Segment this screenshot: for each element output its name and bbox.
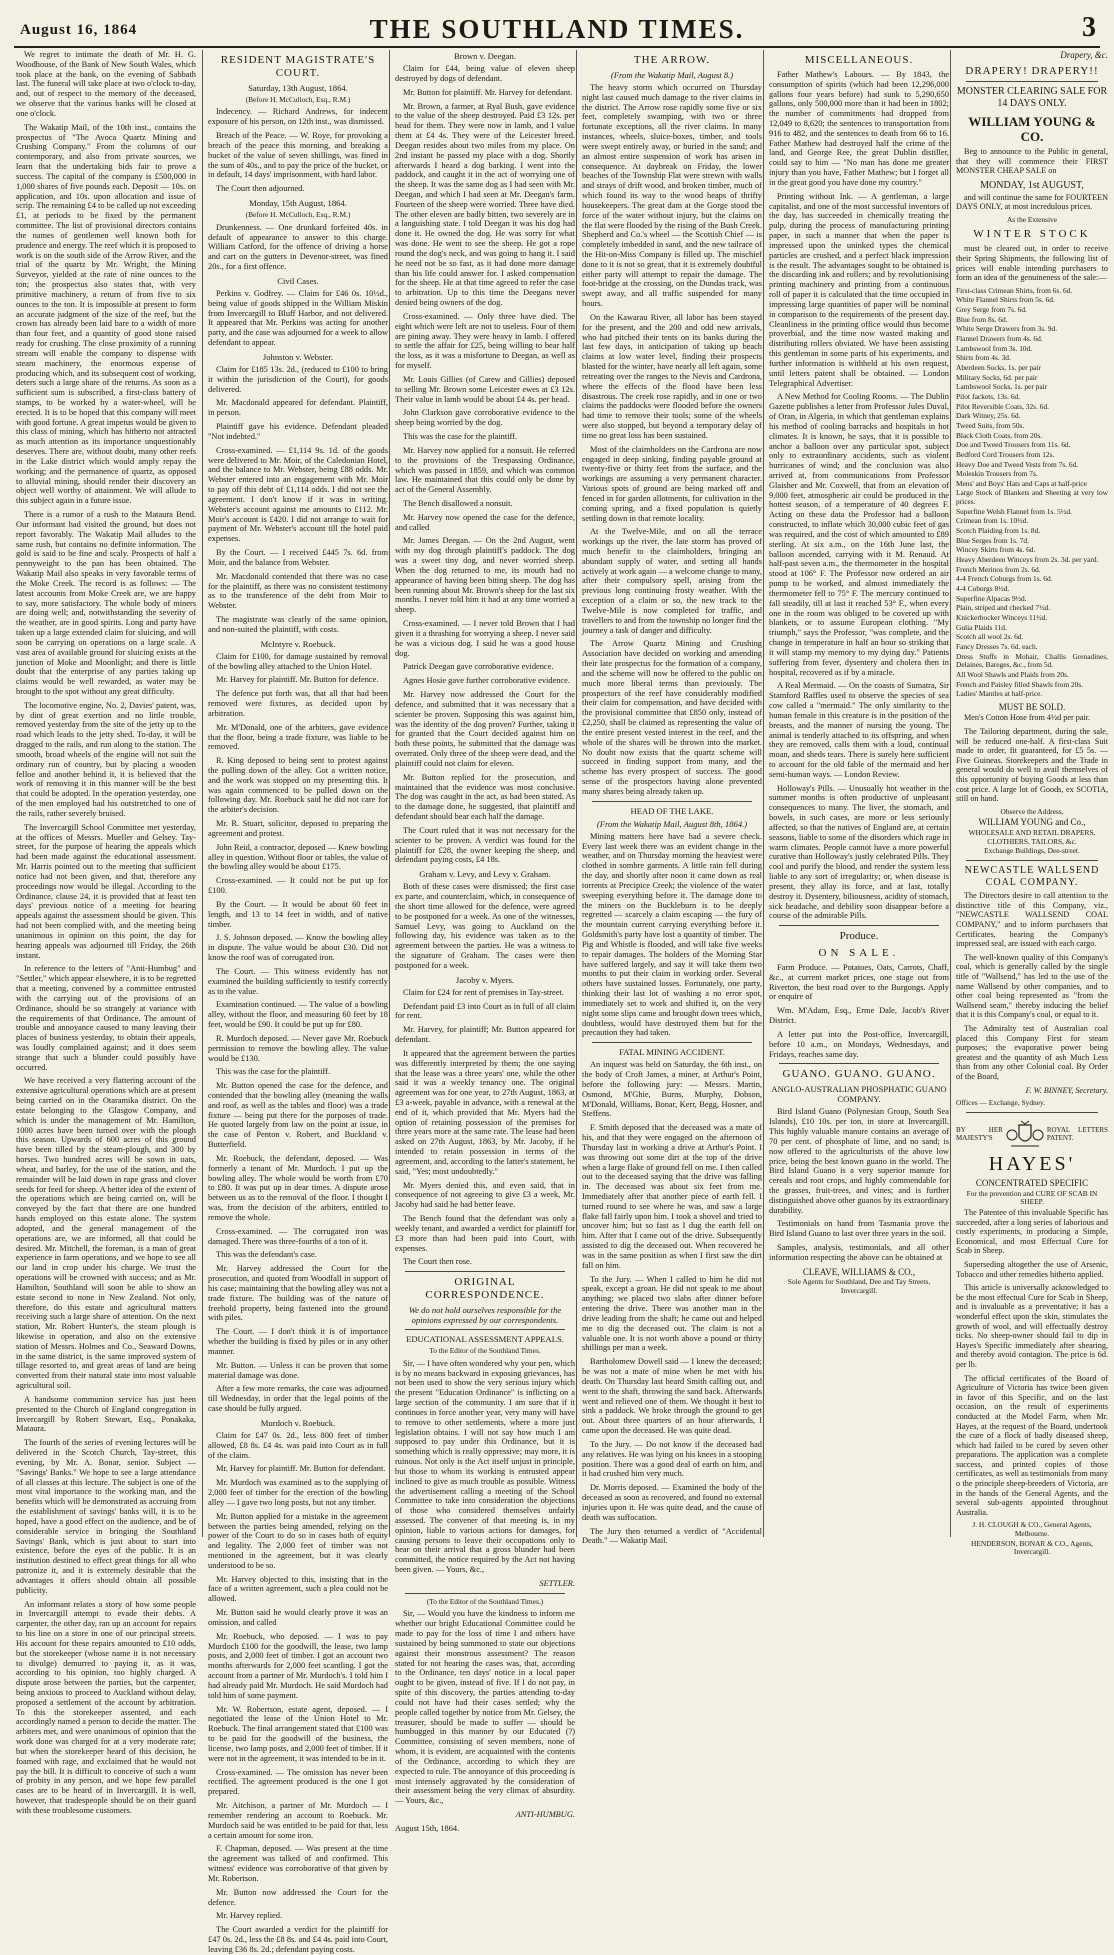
price-item: Pilot Jackets, 13s. 6d. <box>956 391 1021 401</box>
price-item: Ladies' Mantles at half-price. <box>956 689 1043 699</box>
ad-paragraph: The Directors desire to call attention to the distinctive title of this Company, viz., "NEWCASTLE WALLSEND COAL COMPANY," and to inform purchasers that Certificates, bearing the Company's impressed seal, are issued with each cargo. <box>956 891 1108 949</box>
price-item: Scotch all wool 2s. 6d. <box>956 632 1024 642</box>
court-bench: (Before H. McCulloch, Esq., R.M.) <box>245 94 351 104</box>
arrow-paragraphs <box>582 83 762 797</box>
price-item: Superfine Welsh Flannel from 1s. 5½d. <box>956 506 1072 516</box>
court-paragraph: Mr. Harvey objected to this, insisting that in the face of a written agreement, such a plea could not be allowed. <box>208 1574 388 1604</box>
ad-paragraph: The Patentee of this invaluable Specific has succeeded, after a long series of laborious and costly experiments, in producing a Simple, Economical, and most Effectual Cure for Scab in Sheep. <box>956 1208 1108 1256</box>
case-paragraphs <box>395 64 575 865</box>
news-paragraph: The heavy storm which occurred on Thursday night last caused much damage to the river claims in the district. The Arrow rose rapidly some five or six feet, completely swamping, with two or three fortunate exceptions, all the river claims. In many instances, wheels, sluice-boxes, timber, and tools were swept entirely away, or buried in the sand; and an almost entire suspension of work has arisen in consequence. At daybreak on Friday, the lower beaches of the Township Flat were strewn with walls and strays of drift wood, and broken timber, much of which found its way to the wood heaps of thrifty housekeepers. The great dam at the Gorge stood the force of the water without injury, but the claims on the flat were flooded by the rising of the Bush Creek. Shepherd and Co.'s wheel — the Scottish Chief — is completely imbedded in sand, and the new tailrace of the Hit-on-Miss Company is filled up. The mischief done to it is not so great, that it is extremely doubtful either party will attempt to repair the damage. The foot-bridge at the crossing, on the Dundas track, was swept away, and all traffic suspended for many hours. <box>582 82 762 309</box>
news-paragraph: The Wakatip Mail, of the 10th inst., contains the prospectus of "The Avoca Quartz Mining and Crushing Company." From the columns of our contemporary, and also from private sources, we learn that the undertaking bids fair to prove a success. The capital of the company is £500,000 in 1,000 shares of five pounds each. Deposit — 10s. on application, and 10s. upon allocation and issue of scrip. The remaining £4 to be called up not exceeding £1, at periods to be fixed by the permanent committee. The list of provisional directors contains the names of gentlemen well known both for prudence and energy. The reef which it is proposed to work is on the south side of the Arrow River, and the trial of the quartz by Mr. Wright, the Mining Surveyor, yielded at the rate of nine ounces to the ton; the prospectus also states that, with very primitive machinery, a return of from five to six ounces to the ton. It is impossible at present to form an accurate judgment of the size of the reef, but the crown has already been laid bare to a width of more than four feet, and a quantity of good stone raised ready for crushing. The close proximity of a running stream will enable the company to dispense with steam machinery, the enormous expense of producing which, and its subsequent cost of working, deters such a large share of the returns. As soon as a sufficient sum is subscribed, a first-class battery of stamps, to be worked by a water-wheel, will be erected. It is to be hoped that this company will meet with good fortune. A great impetus would be given to this class of mining, which has hitherto not attracted as much attention as its importance unquestionably deserves. There are, without doubt, many other reefs in the Lake district which would amply repay the working; and the permanence of quartz, as opposed to alluvial mining, should render their discovery an object well worthy of attainment. We will allude to this subject again in a future issue. <box>16 122 196 506</box>
ad-paragraph: Samples, analysis, testimonials, and all other information respecting the above can be obtained at <box>769 1243 949 1262</box>
news-paragraph: We regret to intimate the death of Mr. H. G. Woodhouse, of the Bank of New South Wales, which took place at the bank, on the evening of Sabbath last. The funeral will take place at two o'clock to-day, and, out of respect to the memory of the deceased, we observe that the various banks will be closed at one o'clock. <box>16 50 196 118</box>
case-title-brown-deegan: Brown v. Deegan. <box>454 51 516 61</box>
news-paragraph: On the Kawarau River, all labor has been stayed for the present, and the 200 and odd new arrivals, who had pitched their tents on its banks during the last few days, in anticipation of taking up beach claims at low water level, finding their prospects blasted for the winter, have nearly all left again, some retreating over the ranges to the Nevis and Cardrona, where the effects of the flood have been less disastrous. The creek rose rapidly, and in one or two claims the paddocks were flooded before the owners had time to remove their tools; some of the wheels were also stopped, but beyond a temporary delay of time no great loss has been sustained. <box>582 312 762 440</box>
court-paragraph: Mr. Button replied for the prosecution, and maintained that the evidence was most conclusive. The dog was caught in the act, as had been stated. As to the damage done, he suggested, that plaintiff and defendant should bear each half the damage. <box>395 772 575 822</box>
court-paragraph: After a few more remarks, the case was adjourned till Wednesday, in order that the legal points of the case should be fully argued. <box>208 1384 388 1414</box>
ad-paragraph: Farm Produce. — Potatoes, Oats, Carrots, Chaff, &c., at current market prices, one stage out from Riverton, the best road over to the Burgongs. Apply or enquire of <box>769 962 949 1002</box>
court-session-title: Murdoch v. Roebuck. <box>260 1417 336 1428</box>
sale-continue: and will continue the same for FOURTEEN DAYS ONLY, at most incredulous prices. <box>956 192 1108 212</box>
court-paragraph: Mr. Murdoch was examined as to the supplying of 2,000 feet of timber for the erection of the bowling alley — I gave two long posts, but not any timber. <box>208 1478 388 1507</box>
royal-crest-row <box>956 1119 1108 1149</box>
court-paragraph: John Clarkson gave corroborative evidence to the sheep being worried by the dog. <box>395 408 575 428</box>
price-item: Heavy Doe and Tweed Vests from 7s. 6d. <box>956 459 1079 469</box>
drapery-heading: DRAPERY! DRAPERY!! <box>965 64 1099 77</box>
ad-paragraph: Superseding altogether the use of Arsenic, Tobacco and other remedies hitherto applied. <box>956 1260 1108 1279</box>
issue-date: August 16, 1864 <box>20 22 138 38</box>
guano-company: ANGLO-AUSTRALIAN PHOSPHATIC GUANO COMPANY. <box>771 1084 947 1105</box>
news-paragraph: The Invercargill School Committee met yesterday, at the offices of Messrs. Mueller and Gelsey. Tay-street, for the purpose of hearing the appeals which had been made against the educational assessment. Mr. Harris pointed out to the meeting that sufficient notice had not been given, and that, therefore any proceedings now would be illegal. According to the Ordinance, clause 24, it is provided that at least ten days' previous notice of a meeting for hearing appeals against the assessment should be given. This had not been complied with, and the meeting being unanimous in opinion on this point, the day for hearing appeals was adjourned till Friday, the 26th instant. <box>16 822 196 960</box>
guano-agent-address: Sole Agents for Southland, Dee and Tay Streets, Invercargill. <box>787 1277 931 1295</box>
misc-paragraph: A New Method for Cooling Rooms. — The Dublin Gazette publishes a letter from Professor Jules Duval, of Oran, in Algeria, in which that gentleman explains his method of cooling barracks and hospitals in hot climates. It is known, he says, that it is possible to anchor a balloon over any particular spot, subject only to extraordinary accidents, such as violent hurricanes of wind; and the conclusion was also arrived at, from communications from Professor Glaisher and Mr. Coxwell, that from an elevation of 9,000 feet, atmospheric air could be produced in the hottest season, of a temperature of 40 degrees F. Acting on these data the Professor had a balloon constructed, to inflate which 30,000 cubic feet of gas was required, and the cost of which amounted to £89 sterling. At six a.m., on the 16th June last, the balloon ascended, carrying with it M. Renaud. At half-past seven a.m., the thermometer in the hospital stood at 106° F. The Professor now ordered an air pump to be worked, and almost immediately the thermometer fell to 75° F. The mercury continued to fall steadily, till at last it reached 53° F., when every one in the room was obliged to be covered up with blankets, or to assume European clothing. "My triumph," says the Professor, "was complete, and the change in temperature in half an hour so striking that it will stamp my memory to my dying day." Patients suffering from fever, dysentery and cholera then in hospital, recovered as if by a miracle. <box>769 392 950 677</box>
court-paragraph: The Court awarded a verdict for the plaintiff for £47 0s. 2d., less the £8 8s. and £4 4s. paid into Court, leaving £36 8s. 2d.; defendant paying costs. <box>208 1925 388 1954</box>
news-paragraph: To the Jury. — When I called to him he did not speak, except a groan. He did not speak to me about anything; we placed two slabs after dinner before entering the drive. There was another man in the drive leading from the shaft; he came out and helped me to dig the deceased out. The claim is not a valuable one. It is not worth above a pound or thirty shillings per man a week. <box>582 1274 762 1353</box>
divider <box>405 1271 565 1272</box>
court-session-title: Johnston v. Webster. <box>262 351 334 362</box>
crest-right-text: ROYAL LETTERS PATENT. <box>1046 1125 1108 1142</box>
court-paragraph: Examination continued. — The value of a bowling alley, without the floor, and measuring 60 feet by 18 feet, would be £90. It could be put up for £80. <box>208 1000 388 1030</box>
court-paragraph: By the Court. — It would be about 60 feet in length, and 13 to 14 feet in width, and of native timber. <box>208 899 388 929</box>
court-paragraph: Perkins v. Godfrey. — Claim for £46 0s. 10½d., being value of goods shipped in the William Miskin from Invercargill to Bluff Harbor, and not delivered. It appeared that Mr. Perkins was acting for another party, and the case was adjourned for a week to allow defendant to appear. <box>208 288 388 348</box>
winter-stock-text: must be cleared out, in order to receive their Spring Shipments, the following list of prices will enable intending purchasers to form an idea of the genuineness of the sale:— <box>956 244 1108 283</box>
price-item: Doe and Tweed Trousers from 11s. 6d. <box>956 440 1071 450</box>
news-paragraph: There is a rumor of a rush to the Mataura Bend. Our informant had visited the ground, but does not report favorably. The Wakatip Mail alludes to the same rush, but contains no definite information. The gold is said to be fine and scaly. Prospects of half a pennyweight to the pan has been obtained. The Wakatip Mail also speaks in very favorable terms of the Moke Creek. The record is as follows: — The latest accounts from Moke Creek are, we are happy to say, more satisfactory. The whole body of miners are doing well; and, notwithstanding the severity of the weather, are in good spirits. Long and party have taken up a large extended claim for sluicing, and will soon be carrying on operations on a large scale. A vast area of available ground for sluicing exists at the junction of Moke and Moonlight; and there is little doubt that the enterprise of any parties taking up claims would be well rewarded, as water may be brought to the spot without any great difficulty. <box>16 510 196 696</box>
court-paragraph: Claim for £47 0s. 2d., less 800 feet of timber allowed, £8 8s. £4 4s. was paid into Court as in full of the claim. <box>208 1430 388 1460</box>
court-paragraph: Cross-examined. — £1,114 9s. 1d. of the goods were delivered to Mr. Moir, of the Caledonian Hotel, and the balance to Mr. Webster, being £88 odds. Mr. Webster entered into an engagement with Mr. Moir to pay off this debt of £1,114 odds. I did not see the agreement. I don't know if it was in writing. Webster's account against me amounts to £112. Mr. Moir's account is £420. I did not arrange to wait for payment of Mr. Webster's account till the hotel paid expenses. <box>208 445 388 544</box>
court-paragraph: Indecency. — Richard Andrews, for indecent exposure of his person, on 12th inst., was dismissed. <box>208 107 388 127</box>
local-agents: HENDERSON, BONAR & CO., Agents, Invercargill. <box>971 1538 1093 1557</box>
price-item: Gulia Plaids 11d. <box>956 622 1007 632</box>
news-paragraph: The Jury then returned a verdict of "Accidental Death." — Wakatip Mail. <box>582 1526 762 1546</box>
news-paragraph: At the Twelve-Mile, and on all the terrace workings up the river, the late storm has proved of much benefit to the claimholders, bringing an abundant supply of water, and setting all hands actively at work again — a welcome change to many, after their compulsory spell, arising from the previous long continuing frosty weather. With the exception of a claim or so, the new track to the Twelve-Mile is now completed for traffic, and travellers to and from the township no longer find the journey a task of danger and difficulty. <box>582 527 762 635</box>
case-paragraphs <box>395 882 575 970</box>
price-item: Black Cloth Coats, from 20s. <box>956 430 1043 440</box>
clearing-sale-heading: MONSTER CLEARING SALE FOR 14 DAYS ONLY. <box>956 86 1108 110</box>
price-item: Flannel Drawers from 4s. 6d. <box>956 333 1043 343</box>
produce-heading: Produce. <box>839 930 879 943</box>
royal-coat-of-arms-icon <box>1003 1119 1047 1149</box>
hayes-paragraphs <box>956 1208 1108 1517</box>
price-item: Grey Serge from 7s. 6d. <box>956 305 1027 315</box>
divider <box>966 860 1098 861</box>
court-paragraph: F. Chapman, deposed. — Was present at the time the agreement was talked of and confirmed. This witness' evidence was corroborative of that given by Mr. Robertson. <box>208 1844 388 1883</box>
court-paragraph: Mr. M'Donald, one of the arbiters, gave evidence that the floor, being a trade fixture, was liable to be removed. <box>208 722 388 752</box>
case-title-graham-levy: Graham v. Levy, and Levy v. Graham. <box>419 869 551 880</box>
news-paragraph: F. Smith deposed that the deceased was a mate of his, and that they were engaged on the afternoon of Thursday last in working a drive at Arthur's Point. I was throwing out some dirt at the top of the drive when a large flake of ground fell on me. I then called out to the deceased saying that the drive was falling in. The deceased was about six feet from me. Immediately after that another piece of earth fell. I turned round to see where he was, and saw a large flake fall fairly upon him. I took a shovel and tried to uncover him; but so fast as I dug the earth fell on him. After that I came out of the drive. Subsequently assisted to dig the deceased out. When recovered he was in the same position as when I first saw the dirt fall on him. <box>582 1123 762 1270</box>
court-paragraph: R. Murdoch deposed. — Never gave Mr. Roebuck permission to remove the bowling alley. The value would be £130. <box>208 1033 388 1063</box>
court-paragraph: Cross-examined. — It could not be put up for £100. <box>208 876 388 896</box>
price-item: French and Paisley filled Shawls from 20s. <box>956 679 1084 689</box>
court-paragraph: R. King deposed to being sent to protest against the pulling down of the alley. Got a written notice, and the work was stopped on my presenting this. It was again commenced to be pulled down on the following day. Mr. Roebuck said he did not care for the arbiter's decision. <box>208 756 388 815</box>
news-paragraph: An inquest was held on Saturday, the 6th inst., on the body of Croft James, a miner, at Arthur's Point, before the following jury: — Messrs. Martin, Osmond, M'Ghie, Burns, Murphy, Dobson, M'Donald, Williams, Bonar, Kerr, Begg, Hosner, and Steffens. <box>582 1060 762 1119</box>
court-paragraph: Mr. Harvey for plaintiff. Mr. Button for defence. <box>216 675 379 685</box>
price-item: Blue from 8s. 6d. <box>956 314 1008 324</box>
guano-heading: GUANO. GUANO. GUANO. <box>782 1068 936 1081</box>
ad-paragraph: Bird Island Guano (Polynesian Group, South Sea Islands), £10 10s. per ton, in store at Invercargill. This highly valuable manure contains an average of 70 per cent. of phosphate of lime, and no sand; is now offered to the agriculturists of the above low price, being the best known guano in the world. The Bird Island Guano is a very superior manure for cereals and root crops, and highly commendable for the grasses, fruit-trees, and vines; and is further distinguished above other guanos by its extraordinary durability. <box>769 1107 949 1215</box>
arrow-heading: THE ARROW. <box>633 54 711 66</box>
correspondence-heading: ORIGINAL CORRESPONDENCE. <box>425 1276 545 1302</box>
misc-paragraph: Holloway's Pills. — Unusually hot weather in the summer months is often productive of unpleasant consequences to many. The liver, the stomach, and bowels, in such cases, are more or less seriously affected, so that the natives of England are, at certain seasons, liable to some of the disorders which rage in warm climates. People cannot have a more powerful curative than Holloway's justly celebrated Pills. They cool and purify the blood, and render the system less liable to any sort of irregularity; or, when disease is present, they allay its force, and at last, totally destroy it. Dysentery, biliousness, acidity of stomach, sick headache, and debility soon disappear before a course of the admirable Pills. <box>769 783 949 921</box>
price-item: Plain, striped and checked 7½d. <box>956 603 1051 613</box>
price-item: First-class Crimean Shirts, from 6s. 6d. <box>956 285 1073 295</box>
news-paragraph: The fourth of the series of evening lectures will be delivered in the Scotch Church, Tay-street, this evening, by Mr. A. Bonar, senior. Subject — "Savings' Banks." We hope to see a large attendance of all classes at this lecture. The subject is one of the most vital importance to the working man, and the benefits which will be demonstrated as accruing from the establishment of savings' banks will, it is to be hoped, have a good effect on the audience, and be of considerable service in bringing the Southland Savings' Bank, which is just about to start into existence, before the eyes of the public. It is an institution destined to effect great things for all who patronize it, and it is extremely desirable that the advantages it offers should obtain all possible publicity. <box>16 1438 196 1595</box>
divider <box>779 925 939 926</box>
price-item: Shirts from 4s. 3d. <box>956 353 1011 363</box>
court-paragraph: The defence put forth was, that all that had been removed were fixtures, as decided upon by arbitration. <box>208 689 388 718</box>
divider <box>405 1329 565 1330</box>
news-paragraph: In reference to the letters of "Anti-Humbug" and "Settler," which appear elsewhere, it is to be regretted that a meeting, convened by a committee entrusted with the carrying out of the provisions of an Ordinance, should be so strangely at variance with the requirements of that Ordinance. The amount of trouble and annoyance caused to many leaving their places of business yesterday, to obtain their appeals, was loudly complained against; and it does seem strange that such a blunder could possibly have occurred. <box>16 964 196 1072</box>
price-list <box>956 287 1108 699</box>
court-paragraph: The Court ruled that it was not necessary for the scienter to be proven. A verdict was found for the plaintiff for £28, the owner keeping the sheep, and defendant paying costs, £4 18s. <box>395 825 575 865</box>
court-paragraph: Claim for £185 13s. 2d., (reduced to £100 to bring it within the jurisdiction of the Court), for goods delivered. <box>208 364 388 394</box>
letter-heading: EDUCATIONAL ASSESSMENT APPEALS. <box>406 1334 564 1345</box>
misc-paragraph: Father Mathew's Labours. — By 1843, the consumption of spirits (which had been 12,296,000 gallons four years before) had sunk to 5,290,650 gallons, only 500,000 more than it had been in 1802; the number of commitments had dropped from 12,049 to 8,620; the sentences to transportation from 916 to 482, and the sentences to death from 66 to 16. Father Mathew had destroyed half the crime of the land, and George Ree, the great Dublin distiller, could say to him — "No man has done me greater injury than you have, Father Mathew; but I forget all in the great good you have done my country." <box>769 69 949 187</box>
hayes-heading: HAYES' <box>988 1152 1076 1175</box>
letter-signature: SETTLER. <box>539 1578 575 1588</box>
court-bench: (Before H. McCulloch, Esq., R.M.) <box>245 210 351 220</box>
court-paragraph: Cross-examined. — Only three have died. The eight which were left are not to useless. Four of them are pining away. They were heavy in lamb. I offered to settle the affair for £25, being willing to bear half the loss, as it was a misfortune to Deegan, as well as for myself. <box>395 311 575 371</box>
correspondence-disclaimer: We do not hold ourselves responsible for the opinions expressed by our correspondents. <box>408 1304 562 1325</box>
column-court-and-correspondence <box>389 50 579 1833</box>
price-item: Mens' and Boys' Hats and Caps at half-price <box>956 478 1087 488</box>
court-paragraph: Mr. Harvey now opened the case for the defence, and called <box>395 512 575 532</box>
court-paragraph: Mr. Macdonald contended that there was no case for the plaintiff, as there was no consistent testimony as to the transference of the debt from Moir to Webster. <box>208 571 388 611</box>
price-item: Dark Witney, 25s. 6d. <box>956 411 1021 421</box>
court-paragraph: John Reid, a contractor, deposed — Knew bowling alley in question. Without floor or tables, the value of the bowling alley would be about £175. <box>208 842 388 872</box>
price-item: Dress Stuffs in Mohair, Challis Grenadines, Delaines, Bareges, &c., from 5d. <box>956 651 1108 670</box>
court-paragraph: Claim for £24 for rent of premises in Tay-street. <box>403 987 564 997</box>
on-sale-paragraphs <box>769 963 949 1059</box>
court-paragraph: Mr. Roebuck, who deposed. — I was to pay Murdoch £100 for the goodwill, the lease, two lamp posts, and 2,000 feet of timber. I got an account two months afterwards for 2,000 feet scantling. I got the account from a partner of Mr. Murdoch's. I told him I had already paid Mr. Murdoch. He said Murdoch had told him of some payment. <box>208 1631 388 1700</box>
court-paragraph: The magistrate was clearly of the same opinion, and non-suited the plaintiff, with costs. <box>208 615 388 634</box>
column-miscellaneous <box>763 50 953 1537</box>
price-item: Heavy Aberdeen Winceys from 2s. 3d. per yard. <box>956 555 1099 565</box>
price-item: Scotch Plaiding from 1s. 8d. <box>956 526 1041 536</box>
letter-signature: ANTI-HUMBUG. <box>515 1810 575 1820</box>
crest-left-text: BY HER MAJESTY'S <box>956 1125 1003 1142</box>
mens-hose: Men's Cotton Hose from 4½d per pair. <box>964 713 1091 723</box>
price-item: White Serge Drawers from 3s. 9d. <box>956 324 1058 334</box>
price-item: Wincey Skirts from 4s. 6d. <box>956 545 1036 555</box>
letter-body <box>395 1609 575 1806</box>
firm-name-2: WILLIAM YOUNG and Co., <box>978 817 1086 828</box>
lake-source: (From the Wakatip Mail, August 8th, 1864.) <box>596 818 748 829</box>
ad-paragraph: This article is universally acknowledged to be the most effectual Cure for Scab in Sheep, and is invaluable as a preventative; it has a wonderful effect upon the skin, stimulates the growth of wool, and will effectually destroy ticks. No sheep-owner should fail to dip in Hayes's Specific immediately after shearing, and thereby avoid contagion. The price is 6d. per lb. <box>956 1283 1108 1369</box>
newcastle-office: Offices — Exchange, Sydney. <box>956 1098 1046 1108</box>
sale-date: MONDAY, 1st AUGUST, <box>980 179 1084 191</box>
ad-paragraph: Wm. M'Adam, Esq., Erme Dale, Jacob's River District. <box>769 1006 949 1026</box>
court-paragraph: Mr. Button now addressed the Court for the defence. <box>208 1887 388 1907</box>
price-item: Military Socks, 6d. per pair <box>956 372 1038 382</box>
hayes-purpose: For the prevention and CURE OF SCAB IN SHEEP. <box>966 1188 1098 1207</box>
divider <box>779 1063 939 1064</box>
masthead <box>14 12 1100 48</box>
case-title-jacoby-myers: Jacoby v. Myers. <box>455 974 515 985</box>
court-paragraph: Cross-examined. — I never told Brown that I had given it a thrashing for worrying a sheep. I never said he was a vicious dog. I said he was a good house dog. <box>395 619 575 658</box>
column-advertisements <box>950 50 1108 1557</box>
court-sections <box>208 83 388 1955</box>
court-paragraph: Patrick Deegan gave corroborative evidence. <box>403 662 554 672</box>
arrow-source: (From the Wakatip Mail, August 8.) <box>610 69 734 80</box>
firm-address: Exchange Buildings, Dee-street. <box>984 846 1080 856</box>
letter-date: August 15th, 1864. <box>395 1823 460 1833</box>
news-paragraph: An informant relates a story of how some people in Invercargill attempt to evade their debts. A carpenter, the other day, ran up an account for repairs to his line on a store in one of our principal streets. His account for these repairs amounted to £10 odds, but the storekeeper (whose name it is not necessary to divulge) demurred to paying it, as it was, according to his opinion, too highly charged. A dispute arose between the parties, but the carpenter, being anxious to proceed to Auckland without delay, proposed a settlement of the account by arbitration. To this the storekeeper assented, and each accordingly named a person to decide the matter. The arbiters met, and were unanimous of opinion that the work done was charged for at a very moderate rate; but when the storekeeper heard of this decision, he foamed with rage, and exclaimed that he would not pay the bill. It is difficult to conceive of such a want of probity in any person, and we hope few parallel cases are to be heard of in Invercargill. It is well, however, that tradespeople should be on their guard with these troublesome customers. <box>16 1599 196 1815</box>
court-heading: RESIDENT MAGISTRATE'S COURT. <box>220 54 376 79</box>
price-item: All Wool Shawls and Plaids from 20s. <box>956 669 1069 679</box>
firm-name: WILLIAM YOUNG & CO. <box>968 113 1096 144</box>
price-item: Lambswool from 3s. 10d. <box>956 343 1033 353</box>
price-item: Superfine Alpacas 9½d. <box>956 593 1027 603</box>
ad-paragraph: Testimonials on hand from Tasmania prove the Bird Island Guano to last over three years in the soil. <box>769 1219 949 1239</box>
miscellaneous-paragraphs <box>769 70 949 921</box>
news-paragraph: The Arrow Quartz Mining and Crushing Association have decided on working and amending their late prospectus for the formation of a company, and the scheme will now be offered to the public on much more liberal terms than previously. The prospectors of the reef have considerably modified their claim for compensation, and have decided with the provisional committee that £850 only, instead of £2,250, shall be claimed as representing the value of the entire present vested interest in the reef, and the whole of the shares will be thrown into the market. No doubt now exists that the quartz scheme will succeed in finding support from many, and the scheme has every prospect of success. The good sense of the prospectors having alone prevented many shares being already taken up. <box>582 639 762 796</box>
price-item: Blue Serges from 1s. 7d. <box>956 535 1029 545</box>
court-paragraph: Mr. Harvey now applied for a nonsuit. He referred to the provisions of the Trespassing Ordinance, which was passed in 1859, and which was common law. He maintained that this could only be done by act of the General Assembly. <box>395 445 575 495</box>
price-item: White Flannel Shirts from 5s. 6d. <box>956 295 1055 305</box>
court-paragraph: Mr. James Deegan. — On the 2nd August, went with my dog through plaintiff's paddock. The dog was a sweet tiny dog, and never worried sheep. When the dog returned to me, its mouth had no appearance of having been biting sheep. The dog has been running about Mr. Brown's sheep for the last six months. I never told him it had at any time worried a sheep. <box>395 536 575 615</box>
newcastle-signature: F. W. BINNEY, Secretary. <box>1025 1085 1108 1095</box>
news-paragraph: Mining matters here have had a severe check. Every last week there was an evident change in the weather, and on Thursday morning the heaviest were clothed in sombre garments. A little rain fell during the day, and shortly after noon it came down as real torrents at Precipice Creek; the violence of the water sweeping everything before it. The damage done to the miners on the Buckleburn is to be deeply regretted — scarcely a claim escaping — the fury of the mountain current carrying everything before it. Goldsmith's party have lost a quantity of timber. The Pig and Whistle is flooded, and will take five weeks to repair damages. The holders of the Morning Star have suffered largely, and say it will take them two months to put their claim in working order. Several others have sustained losses. Fortunately, one party, thinking their last lot of washing a no error spot, immediately set to work and shifted it, on the very night some slips came and brought down trees which, doubtless, would have destroyed them but for the precaution they had taken. <box>582 831 762 1038</box>
ad-paragraph: A letter put into the Post-office, Invercargill, before 10 a.m., on Mondays, Wednesdays, and Fridays, reaches same day. <box>769 1029 949 1059</box>
court-paragraph: Plaintiff gave his evidence. Defendant pleaded "Not indebted." <box>208 422 388 441</box>
sale-intro: Beg to announce to the Public in general, that they will commence their FIRST MONSTER CHEAP SALE on <box>956 147 1108 176</box>
court-paragraph: Mr. Button applied for a mistake in the agreement between the parties being amended, relying on the power of the Court to do so in cases both of equity and legality. The 2,000 feet of timber was not mentioned in the agreement, but it was clearly understood to be so. <box>208 1511 388 1570</box>
divider <box>966 1112 1098 1113</box>
court-paragraph: The Court. — I don't think it is of importance whether the building is fixed by piles or in any other manner. <box>208 1327 388 1356</box>
general-agents: J. H. CLOUGH & CO., General Agents, Melbourne. <box>972 1520 1092 1539</box>
section-label: Drapery, &c. <box>1060 50 1108 60</box>
winter-stock-heading: WINTER STOCK <box>973 228 1091 241</box>
court-paragraph: Mr. Button. — Unless it can be proven that some material damage was done. <box>208 1360 388 1380</box>
observe-address: Observe the Address, <box>1000 806 1064 816</box>
newspaper-title: THE SOUTHLAND TIMES. <box>369 14 745 44</box>
court-paragraph: The Bench disallowed a nonsuit. <box>403 499 513 508</box>
court-paragraph: Both of these cases were dismissed; the first case ex parte, and counterclaim, which, in consequence of the short time allowed for the defence, were agreed to be postponed for a week. As one of the witnesses, Samuel Levy, was going to Auckland on the following day, his evidence was taken as to the agreement between the parties. He was a witness to the signature of Graham. The cases were then postponed for a week. <box>395 882 575 970</box>
price-item: Tweed Suits, from 50s. <box>956 420 1025 430</box>
on-sale-heading: ON SALE. <box>818 947 900 960</box>
court-paragraph: Mr. Button said he would clearly prove it was an omission, and called <box>208 1608 388 1627</box>
court-paragraph: Mr. Roebuck, the defendant, deposed. — Was formerly a tenant of Mr. Murdoch. I put up the bowling alley. The whole would be worth from £70 to £80. It was put up in dear times. A dispute arose between us as to the removal of the floor. I thought I was, from the decision of the arbiters, entitled to remove the whole. <box>208 1153 388 1222</box>
guano-paragraphs <box>769 1107 949 1262</box>
price-item: 4-4 French Coburgs from 1s. 6d. <box>956 574 1053 584</box>
court-paragraph: Mr. Harvey addressed the Court for the prosecution, and quoted from Woodfall in support of his case; maintaining that the bowling alley was not a trade fixture. The building was of the nature of freehold property, being fastened into the ground with piles. <box>208 1264 388 1323</box>
court-paragraph: This was the case for the plaintiff. <box>403 432 518 442</box>
column-mining-news <box>576 50 766 1546</box>
lake-paragraphs <box>582 832 762 1038</box>
court-paragraph: Defendant paid £3 into Court as in full of all claim for rent. <box>395 1001 575 1021</box>
court-paragraph: Mr. Harvey now addressed the Court for the defence, and submitted that it was necessary that a scienter be proven. Supposing this was against him, was the identity of the dog proven? Further, taking it for granted that the Court decided against him on both these points, he submitted that the damage was overrated. Only three of the sheep were dead, and the plaintiff could not claim for eleven. <box>395 690 575 768</box>
divider <box>405 1593 565 1594</box>
column-local-news <box>16 50 200 1815</box>
price-item: Lambswool Socks, 1s. per pair <box>956 382 1048 392</box>
court-paragraph: Mr. W. Robertson, estate agent, deposed. — I negotiated the lease of the Union Hotel to Mr. Roebuck. The final arrangement stated that £100 was to be paid for the goodwill of the business, the license, two lamp posts, and 2,000 feet of timber. If it were not in the agreement, it was intended to be in it. <box>208 1704 388 1763</box>
price-item: 4-4 Coburgs 8½d. <box>956 584 1010 594</box>
letter-body <box>395 1359 575 1575</box>
court-paragraph: By the Court. — I received £445 7s. 6d. from Moir, and the balance from Webster. <box>208 548 388 567</box>
must-be-sold: MUST BE SOLD. <box>998 701 1066 712</box>
ad-paragraph: The well-known quality of this Company's coal, which is generally called by the single title of "Wallsend," has led to the use of the name Wallsend by other companies, and to other coal being represented as "from the Wallsend seam," thereby inducing the belief that it is this Company's coal, or equal to it. <box>956 952 1108 1020</box>
news-paragraph: The locomotive engine, No. 2, Davies' patent, was, by dint of great exertion and no little trouble, removed yesterday from the site of the jetty up to the road which leads to the jetty shed. To-day, it will be dragged to the rails, and run along to the station. The smooth, broad wheels of the engine will not suit the ordinary run of country, but by placing a wooden felloe and another behind it, it is believed that the work of removing it in this manner will be the best that could be adopted. In the operation yesterday, one of the men employed had his outstretched to one of the rails, rather severely bruised. <box>16 700 196 818</box>
ad-paragraph: The Admiralty test of Australian coal placed this Company First for steam purposes; the evaporative power being greatest and the quantity of ash Much Less than from any other Colonial coal. By Order of the Board, <box>956 1024 1108 1081</box>
court-paragraph: Claim for £100, for damage sustained by removal of the bowling alley attached to the Union Hotel. <box>208 651 388 671</box>
letter-paragraph: Sir, — Would you have the kindness to inform me whether our bright Educational Committee could be made to pay for the loss of time I and others have sustained by being summoned to state our objections against their monstrous assessment? The reason stated for not hearing the cases was, that, according to the Ordinance, ten days' notice in a local paper ought to be given, instead of five. If I do not pay, in spite of this discovery, the parties attending to-day could not have had their cases settled; why the people called together by notice from Mr. Gelsey, the treasurer, should be made to suffer — should be humbugged in this manner by our Educated (?) Committee, consisting of seven members, none of whom, it is evident, are acquainted with the contents of the Ordinance, according to which they are expected to rule. The annoyance of this proceeding is most intensely aggravated by the consideration of their assessment being the very climax of absurdity. — Yours, &c., <box>395 1609 575 1806</box>
court-session-title: Saturday, 13th August, 1864. <box>248 82 348 93</box>
court-paragraph: Mr. Brown, a farmer, at Ryal Bush, gave evidence to the value of the sheep destroyed. Paid £3 12s. per head for them. They were now in lamb, and I value them at £4 4s. They were of the Leicester breed. Deegan resides about two miles from my place. On 2nd instant he passed my place with a dog. Shortly afterwards I heard a dog barking. I went into the paddock, and caught it in the act of worrying one of the sheep. It was the same dog as I had seen with Mr. Deegan, and which I had seen at Mr. Deegan's farm. Fourteen of the sheep were worried. Three have died. The other eleven are badly bitten, two severely are in a languishing state. I told Deegan it was his dog had done it. He owned the dog. He was sorry for what was done. He went to see the sheep. He got a rope round the dog's neck, and was going to hang it. I said he need not be so fast, as it had done more damage than his life could answer for. I asked compensation for the sheep. He at that time agreed to refer the case to arbitration. Up to this time the Deegans never denied being owners of the dog. <box>395 101 575 308</box>
court-paragraph: Mr. Aitchison, a partner of Mr. Murdoch — I remember rendering an account to Roebuck. Mr. Murdoch said he was entitled to be paid for that, less a certain amount for some iron. <box>208 1801 388 1840</box>
court-paragraph: This was the case for the plaintiff. <box>216 1067 331 1077</box>
court-paragraph: Mr. Myers denied this, and even said, that in consequence of not agreeing to give £3 a week, Mr. Jacoby had said he had better leave. <box>395 1180 575 1210</box>
misc-paragraph: A Real Mermaid. — On the coasts of Sumatra, Sir Stamford Raffles used to observe the species of sea cow called a "mermaid." The only similarity to the human female in this creature is in the position of the breasts, and the manner of nursing the young. The animal is tenderly attached to its offspring, and when they are removed, calls them with a loud, continual moan, and sheds tears. There is surely here sufficient to account for the old fable of the mermaid and her semi-human ways. — London Review. <box>769 681 949 779</box>
court-paragraph: Mr. Harvey, for plaintiff; Mr. Button appeared for defendant. <box>395 1025 575 1045</box>
court-paragraph: Mr. R. Stuart, solicitor, deposed to preparing the agreement and protest. <box>208 819 388 838</box>
letter-paragraph: Sir, — I have often wondered why your pen, which is by no means backward in exposing grievances, has not been used to show the very serious injury which the present "Education Ordinance" is inflicting on a large section of the community. I am sure that if it continues in force another year, very many will have to remove to other settlements, where a more just legislation obtains. I will not say how much I am supposed to pay under this Ordinance, but it is something which is really oppressive; may more, it is ruinous. Not only is the Act itself unjust in principle, but those to whom its working is entrusted appear inclined to give as much trouble as possible. Witness the advertisement calling a meeting of the School Committee to take into consideration the objections of those who considered themselves unfairly assessed. The convener of that meeting is, in my opinion, liable to various actions for damages, for causing persons to leave their occupations only to hear on their arrival that a gross blunder had been committed, the notice required by the Act not having been given. — Yours, &c., <box>395 1358 576 1575</box>
divider <box>592 801 752 802</box>
ad-paragraph: The official certificates of the Board of Agriculture of Victoria has twice been given in favor of this Specific, and on the last occasion, on the result of experiments conducted at the Model Farm, when Mr. Hayes, at the request of the Board, undertook the cure of a flock of badly diseased sheep, which had failed to be cured by seven other preparations. The application was a complete success, and printed copies of those certificates, as well as testimonials from many o the principle sheep-breeders of Victoria, are in the hands of the General Agents, and the several sub-agents appointed throughout Australia. <box>956 1373 1108 1517</box>
price-item: Bedford Cord Trousers from 12s. <box>956 449 1055 459</box>
court-paragraph: Drunkenness. — One drunkard forfeited 40s. in default of appearance to answer to this charge. William Catford, for the offence of driving a horse and cart on the gutters in Devenor-street, was fined 20s., for a first offence. <box>208 222 388 272</box>
court-paragraph: Mr. Harvey replied. <box>216 1911 283 1921</box>
tailoring-note: The Tailoring department, during the sale, will be reduced one-half. A first-class Suit made to order, fit guaranteed, for £5 5s. — Five Guineas. Storekeepers and the Trade in general would do well to avail themselves of this opportunity of buying Goods at less than cost price. A large lot of Goods, ex SCOTIA, still on hand. <box>956 727 1108 804</box>
court-paragraph: Claim for £44, being value of eleven sheep destroyed by dogs of defendant. <box>395 64 575 83</box>
court-paragraph: This was the defendant's case. <box>216 1250 317 1260</box>
news-paragraph: Bartholomew Dowell said — I knew the deceased; he was not a mate of mine when he met with his death. On Thursday last heard Smith calling out, and went to the shaft, throwing the sand back. Afterwards went and relieved one of them. We thought it best to sink a paddock. We broke through the ground to get out. About three quarters of an hour afterwards, I came upon the deceased. He was quite dead. <box>582 1357 762 1436</box>
court-session-title: McIntyre v. Roebuck. <box>260 638 336 649</box>
news-paragraph: To the Jury. — Do not know if the deceased had any relatives. He was lying on his knees in a stooping position. There was a good deal of earth on him, and it had crushed him very much. <box>582 1439 762 1479</box>
court-paragraph: Mr. Harvey for plaintiff. Mr. Button for defendant. <box>216 1464 386 1474</box>
court-paragraph: Mr. Louis Gillies (of Carew and Gillies) deposed to selling Mr. Brown some Leicester ewes at £3 12s. Their value in lamb would be about £4 4s. per head. <box>395 374 575 404</box>
guano-agent: CLEAVE, WILLIAMS & CO., <box>802 1266 916 1277</box>
miscellaneous-heading: MISCELLANEOUS. <box>804 54 914 66</box>
fatal-accident-heading: FATAL MINING ACCIDENT. <box>619 1047 725 1058</box>
news-paragraph: A handsome communion service has just been presented to the Church of England congregation in Invercargill by Robert Stewart, Esq., Ponakaka, Mataura. <box>16 1394 196 1434</box>
court-paragraph: The Court then rose. <box>403 1257 472 1267</box>
court-session-title: Civil Cases. <box>277 275 319 286</box>
court-paragraph: The Court. — This witness evidently has not examined the building sufficiently to testify correctly as to the value. <box>208 966 388 996</box>
price-item: Crimean from 1s. 10½d. <box>956 516 1029 526</box>
lake-heading: HEAD OF THE LAKE. <box>630 805 714 816</box>
page-number: 3 <box>1082 12 1096 43</box>
court-paragraph: The Court then adjourned. <box>216 184 305 194</box>
price-item: Fancy Dresses 7s. 6d. each. <box>956 641 1038 651</box>
case-paragraphs <box>395 988 575 1268</box>
misc-paragraph: Printing without Ink. — A gentleman, a large capitalist, and one of the most successful inventors of the day, has succeeded in chemically treating the pulp, during the process of manufacturing printing paper, in such a manner that when the paper is impressed upon the uninked types the chemical particles are crushed, and a perfect black impression is the result. The advantages sought to be obtained is the discarding ink and rollers; and by revolutionising printing machinery and printing from a continuous roll of paper it is calculated that the time occupied in impressing large quantities of paper will be nominal in comparison to the requirements of the present day. Cleanliness in the printing office would thus become proverbial, and the time now wasted making and distributing rollers obviated. We have been assisting this gentleman in some parts of his experiments, and further information is withheld at his own request, until letters patent shall be obtained. — London Telegraphical Advertiser. <box>769 191 949 388</box>
court-paragraph: Agnes Hosie gave further corroborative evidence. <box>403 676 570 686</box>
court-paragraph: It appeared that the agreement between the parties was differently interpreted by them; the one saying that the lease was a three years' one, while the other said it was a weekly tenancy one. The original agreement was for one year, to 27th August, 1863, at £3 a-week, payable in advance, with a renewal at the end of it, which provided that Mr. Myers had the option of retaining possession of the premises for three years more at the same rate. The lease had been asked on 27th August, 1863, by Mr. Jacoby, if he intended to retain possession in terms of the agreement, and, according to the latter's statement, he said, "Yes; most undoubtedly." <box>395 1048 575 1176</box>
price-item: Knickerbocker Winceys 11½d. <box>956 613 1048 623</box>
news-paragraph: Most of the claimholders on the Cardrona are now engaged in deep sinking, finding payable ground at twenty-five or thirty feet from the surface, and the workings are assuming a very permanent character. Various spots of ground are being marked off and fenced in for garden allotments, for cultivation in the coming spring, and a fixed population is quietly settling down in that remote locality. <box>582 444 762 523</box>
newcastle-paragraphs <box>956 891 1108 1081</box>
court-paragraph: Cross-examined. — The omission has never been rectified. The agreement produced is the one I got prepared. <box>208 1767 388 1797</box>
price-item: Large Stock of Blankets and Sheeting at very low prices. <box>956 488 1108 507</box>
court-paragraph: Mr. Macdonald appeared for defendant. Plaintiff, in person. <box>208 398 388 418</box>
court-paragraph: The Bench found that the defendant was only a weekly tenant, and awarded a verdict for plaintiff for £3 more than had been paid into Court, with expenses. <box>395 1214 575 1253</box>
column-magistrates-court <box>202 50 392 1954</box>
as-the-extensive: As the Extensive <box>1006 214 1058 224</box>
court-paragraph: Breach of the Peace. — W. Roye, for provoking a breach of the peace this morning, and breaking a bucket of the value of seven shillings, was fined in the sum of 40s., and to pay the price of the bucket, or in default, 14 days' imprisonment, with hard labor. <box>208 131 388 180</box>
court-paragraph: Cross-examined. — The corrugated iron was damaged. There was three-fourths of a ton of it. <box>208 1226 388 1246</box>
price-item: Pilot Reversible Coats, 32s. 6d. <box>956 401 1049 411</box>
letter-address: To the Editor of the Southland Times. <box>429 1346 541 1356</box>
letter-address: (To the Editor of the Southland Times.) <box>426 1596 544 1606</box>
news-paragraph: Dr. Morris deposed. — Examined the body of the deceased as soon as recovered, and found no external injuries upon it. He was quite dead, and the cause of death was suffocation. <box>582 1483 762 1522</box>
newcastle-heading: NEWCASTLE WALLSEND COAL COMPANY. <box>964 864 1100 888</box>
hayes-subheading: CONCENTRATED SPECIFIC <box>975 1178 1089 1189</box>
price-item: Aberdeen Socks, 1s. per pair <box>956 362 1041 372</box>
fatal-accident-paragraphs <box>582 1060 762 1546</box>
price-item: French Merinos from 2s. 6d. <box>956 564 1041 574</box>
court-session-title: Monday, 15th August, 1864. <box>249 198 347 209</box>
divider <box>592 1042 752 1043</box>
firm-description: WHOLESALE AND RETAIL DRAPERS, CLOTHIERS, TAILORS, &c. <box>968 827 1096 846</box>
divider <box>966 81 1098 82</box>
price-item: Moleskin Trousers from 7s. <box>956 469 1038 479</box>
court-paragraph: Mr. Button opened the case for the defence, and contended that the bowling alley (meaning the walls and roof, as well as the tables and floor) was a trade fixture — being put there for the purposes of trade. He quoted largely from law on the point at issue, in the case of Penton v. Robert, and Buckland v. Butterfield. <box>208 1081 388 1150</box>
news-paragraph: We have received a very flattering account of the extensive agricultural operations which are at present being carried on in the Otaramika district. On the estate belonging to the Glasgow Company, and which is under the management of Mr. Hamilton, 1000 acres have been turned over with the plough this season. Upwards of 600 acres of this ground have been tilled by the steam-plough, and 300 by horses. Two hundred acres will be sown in oats, wheat, and barley, for the use of the station, and the remainder will be laid down in rape grass and clover seeds for feed for sheep. A better idea of the extent of the operations which are being carried on, will be conveyed by the fact that there are one hundred hands employed on this estate alone. The system adopted, and the general management of the operations are, we are informed, all that could be desired. Mr. Mitchell, the foreman, is a man of great experience in farm operations, and we hope to see all our land in crop under his charge. We trust the operations will be crowned with success; and as Mr. Hamilton, Southland will soon be able to show an estate second to none in New Zealand. Not only, therefore, do this estate and agricultural matters receiving such a large share of attention. On the next station, Mr. Robert Hunter's, the steam plough is likewise in operation, and also on the extensive station of Messrs. Holmes and Co., Seaward Downs, in the same district, is the same improved system of tillage resorted to, and great areas of land are being converted from their natural state into most valuable agricultural soil. <box>16 1076 196 1391</box>
court-paragraph: Mr. Button for plaintiff. Mr. Harvey for defendant. <box>403 87 573 97</box>
court-paragraph: J. S. Johnson deposed. — Know the bowling alley in dispute. The value would be about £30. Did not know the roof was of corrugated iron. <box>208 933 388 963</box>
